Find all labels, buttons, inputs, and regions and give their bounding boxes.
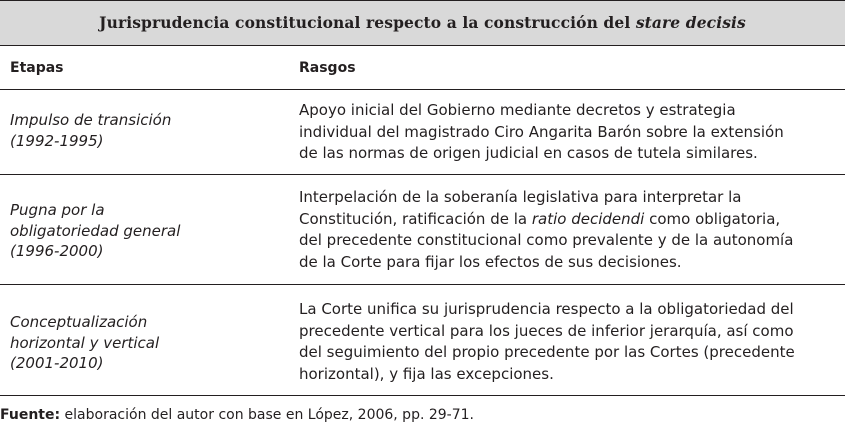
stage-3-line-2: horizontal y vertical (10, 333, 160, 352)
ratio-decidendi-term: ratio decidendi (531, 209, 645, 228)
stage-2-line-1: Pugna por la (10, 201, 105, 219)
traits-2-line-2 (299, 209, 834, 231)
stage-cell-3 (10, 312, 280, 374)
traits-2-line-4: de la Corte para fijar los efectos de sus decisiones. (299, 252, 682, 271)
source-note (0, 407, 474, 423)
stage-cell-2 (10, 200, 280, 262)
header-traits: Rasgos (299, 60, 356, 76)
traits-3-line-1: La Corte unifica su jurisprudencia respecto a la obligatoriedad del (299, 300, 794, 318)
stage-3-line-3: (2001-2010) (10, 354, 104, 373)
table-row-3 (0, 285, 845, 396)
stage-3-line-1: Conceptualización (10, 313, 148, 331)
stage-2-line-2: obligatoriedad general (10, 221, 181, 240)
traits-3-line-4: horizontal), y fija las excepciones. (299, 364, 554, 383)
header-stage: Etapas (10, 60, 64, 76)
traits-2-line-1: Interpelación de la soberanía legislativa para interpretar la (299, 188, 742, 206)
table-title-text: Jurisprudencia constitucional respecto a la construcción del (99, 13, 636, 32)
traits-2-line-2-b: como obligatoria, (644, 209, 781, 228)
table-header-row (0, 46, 845, 90)
traits-2-line-3: del precedente constitucional como prevalente y de la autonomía (299, 231, 794, 250)
traits-2-line-2-a: Constitución, ratificación de la (299, 209, 532, 228)
stage-2-line-3: (1996-2000) (10, 242, 104, 261)
stage-cell-1 (10, 110, 280, 151)
traits-cell-2 (299, 187, 834, 273)
traits-1-line-1: Apoyo inicial del Gobierno mediante decretos y estrategia (299, 101, 736, 119)
source-label: Fuente: (0, 407, 61, 423)
traits-3-line-3: del seguimiento del propio precedente por las Cortes (precedente (299, 343, 795, 362)
stage-1-line-2: (1992-1995) (10, 131, 104, 150)
traits-1-line-3: de las normas de origen judicial en casos de tutela similares. (299, 144, 758, 163)
table-title (0, 0, 845, 46)
source-text: elaboración del autor con base en López, 2006, pp. 29-71. (60, 407, 474, 423)
table-title-italic: stare decisis (635, 13, 746, 32)
traits-1-line-2: individual del magistrado Ciro Angarita Barón sobre la extensión (299, 122, 784, 141)
table-row-2 (0, 175, 845, 285)
table-row-1 (0, 90, 845, 175)
traits-cell-3 (299, 299, 834, 385)
traits-cell-1 (299, 100, 834, 165)
stage-1-line-1: Impulso de transición (10, 111, 172, 129)
traits-3-line-2: precedente vertical para los jueces de inferior jerarquía, así como (299, 321, 794, 340)
